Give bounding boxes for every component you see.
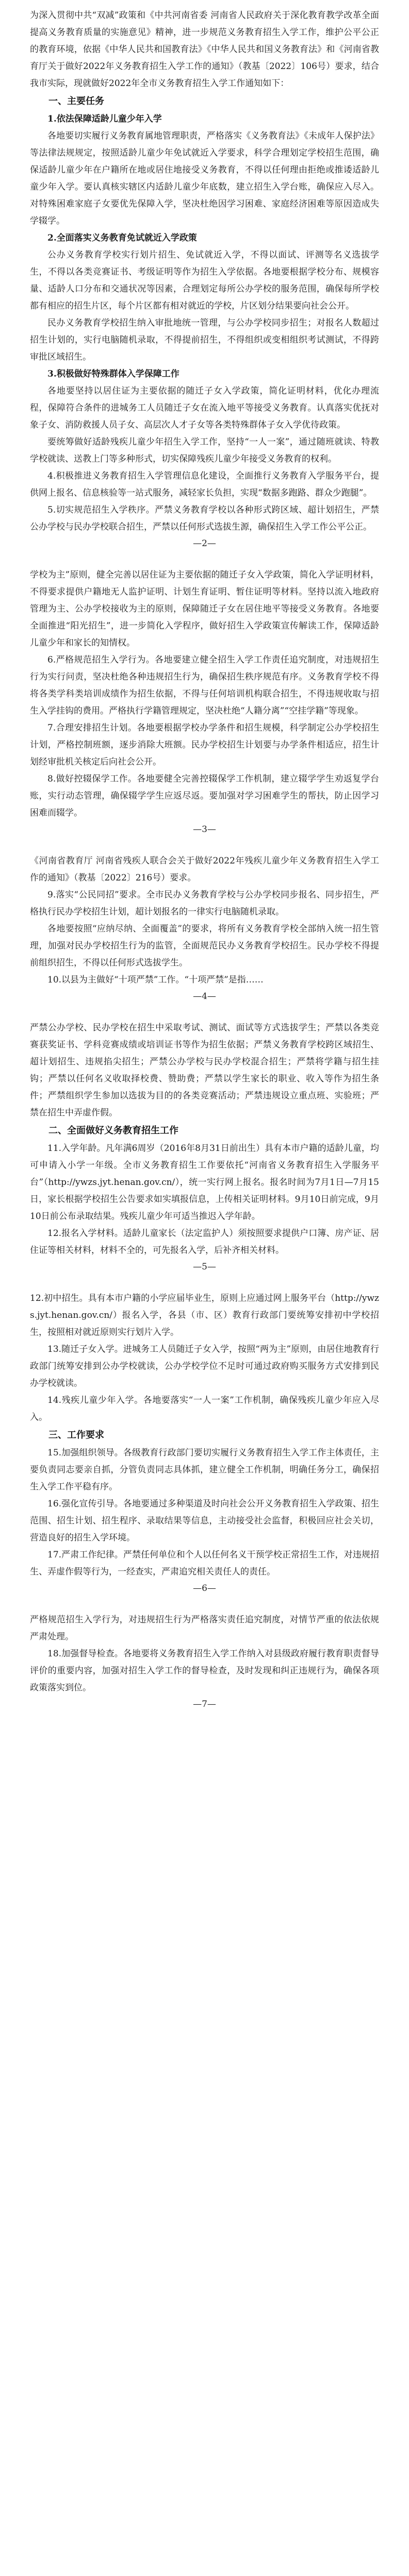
body-paragraph: 公办义务教育学校实行划片招生、免试就近入学，不得以面试、评测等名义选拔学生，不得以各类竞赛证书、考级证明等作为招生入学依据。各地要根据学校分布、规模容量、适龄人口分布和交通状况等因素，合理划定每所公办学校的服务范围，确保每所学校都有相应的招生片区，每个片区都有相对就近的学校，片区划分结果要向社会公开。 (30, 250, 379, 311)
body-paragraph: 各地要按照“应纳尽纳、全面覆盖”的要求，将所有义务教育学校全部纳入统一招生管理，加强对民办学校招生行为的监管，全面规范民办义务教育学校招生。民办学校不得提前组织招生，不得以任何形式选拔学生。 (30, 924, 379, 968)
body-paragraph: 15.加强组织领导。各级教育行政部门要切实履行义务教育招生入学工作主体责任，主要负责同志要亲自抓，分管负责同志具体抓，建立健全工作机制，明确任务分工，确保招生入学工作平稳有序。 (30, 1448, 379, 1492)
body-paragraph: 10.以县为主做好“十项严禁”工作。“十项严禁”是指…… (47, 975, 264, 985)
document-section-5 (0, 1290, 409, 1596)
document-section-2 (0, 567, 409, 837)
page-number: —5— (193, 1262, 216, 1272)
body-paragraph: 16.强化宣传引导。各地要通过多种渠道及时向社会公开义务教育招生入学政策、招生范围、招生计划、招生程序、录取结果等信息，主动接受社会监督，积极回应社会关切，营造良好的招生入学环境。 (30, 1499, 379, 1543)
body-paragraph: 民办义务教育学校招生纳入审批地统一管理，与公办学校同步招生；对报名人数超过招生计划的，实行电脑随机录取，不得提前招生，不得组织或变相组织考试测试，不得跨审批区域招生。 (30, 318, 379, 362)
body-paragraph: 12.报名入学材料。适龄儿童家长（法定监护人）须按照要求提供户口簿、房产证、居住证等相关材料，材料不全的，可先报名入学，后补齐相关材料。 (30, 1228, 379, 1256)
body-paragraph: 《河南省教育厅 河南省残疾人联合会关于做好2022年残疾儿童少年义务教育招生入学工作的通知》（教基〔2022〕216号）要求。 (30, 856, 379, 883)
body-paragraph: 12.初中招生。具有本市户籍的小学应届毕业生，原则上应通过网上服务平台（http://ywzs.jyt.henan.gov.cn/）报名入学，各县（市、区）教育行政部门要统筹安排初中学校招生，按照相对就近原则实行划片入学。 (30, 1293, 379, 1337)
body-paragraph: 11.入学年龄。凡年满6周岁（2016年8月31日前出生）具有本市户籍的适龄儿童，均可申请入小学一年级。全市义务教育招生工作要依托“河南省义务教育招生入学服务平台”（http://ywzs.jyt.henan.gov.cn/），统一实行网上报名。报名时间为7月1日—7月15日，家长根据学校招生公告要求如实填报信息，上传相关证明材料。9月10日前完成，9月10日前公布录取结果。残疾儿童少年可适当推迟入学年龄。 (30, 1143, 379, 1222)
document-section-3 (0, 853, 409, 1004)
body-paragraph: 13.随迁子女入学。进城务工人员随迁子女入学，按照“两为主”原则，由居住地教育行政部门统筹安排到公办学校就读，公办学校学位不足时可通过政府购买服务方式安排到民办学校就读。 (30, 1344, 379, 1388)
section-heading: 一、主要任务 (48, 96, 104, 107)
document-section-4 (0, 1020, 409, 1275)
subsection-heading: 2.全面落实义务教育免试就近入学政策 (47, 233, 197, 243)
section-heading: 二、全面做好义务教育招生工作 (48, 1125, 178, 1136)
page-gap (0, 551, 409, 567)
body-paragraph: 学校为主”原则，健全完善以居住证为主要依据的随迁子女入学政策，简化入学证明材料，不得要求提供户籍地无人监护证明、计划生育证明、暂住证明等材料。坚持以流入地政府管理为主、公办学校接收为主的原则，保障随迁子女在居住地平等接受义务教育。各地要全面推进“阳光招生”，进一步简化入学程序，做好招生入学政策宣传解读工作，保障适龄儿童少年和家长的知情权。 (30, 570, 379, 648)
page-number: —7— (193, 1699, 216, 1709)
page-gap (0, 1596, 409, 1612)
document-section-6 (0, 1612, 409, 1712)
subsection-heading: 3.积极做好特殊群体入学保障工作 (47, 369, 179, 379)
body-paragraph: 8.做好控辍保学工作。各地要健全完善控辍保学工作机制，建立辍学学生劝返复学台账，实行动态管理，确保辍学学生应返尽返。要加强对学习困难学生的帮扶，防止因学习困难而辍学。 (30, 774, 379, 818)
body-paragraph: 14.残疾儿童少年入学。各地要落实“一人一案”工作机制，确保残疾儿童少年应入尽入。 (30, 1395, 379, 1422)
body-paragraph: 严格规范招生入学行为，对违规招生行为严格落实责任追究制度，对情节严重的依法依规严肃处理。 (30, 1615, 379, 1642)
page-number: —3— (193, 824, 216, 835)
page-gap (0, 1275, 409, 1290)
page-number: —4— (193, 991, 216, 1002)
body-paragraph: 17.严肃工作纪律。严禁任何单位和个人以任何名义干预学校正常招生工作，对违规招生、弄虚作假等行为，一经查实，严肃追究相关责任人的责任。 (30, 1550, 379, 1577)
document-section-1 (0, 0, 409, 551)
page-gap (0, 1004, 409, 1020)
page-number: —2— (193, 538, 216, 549)
body-paragraph: 各地要坚持以居住证为主要依据的随迁子女入学政策，简化证明材料，优化办理流程，保障符合条件的进城务工人员随迁子女在流入地平等接受义务教育。认真落实优抚对象子女、消防救援人员子女、高层次人才子女等各类特殊群体子女入学优待政策。 (30, 386, 379, 430)
body-paragraph: 9.落实“公民同招”要求。全市民办义务教育学校与公办学校同步报名、同步招生，严格执行民办学校招生计划，超计划报名的一律实行电脑随机录取。 (30, 890, 379, 917)
page-number: —6— (193, 1583, 216, 1594)
section-heading: 三、工作要求 (48, 1430, 104, 1440)
intro-paragraph: 为深入贯彻中共“双减”政策和《中共河南省委 河南省人民政府关于深化教育教学改革全面提高义务教育质量的实施意见》精神，进一步规范义务教育招生入学工作，维护公平公正的教育环境，依据《中华人民共和国教育法》《中华人民共和国义务教育法》和《河南省教育厅关于做好2022年义务教育招生入学工作的通知》（教基〔2022〕106号）要求，结合我市实际，现就做好2022年全市义务教育招生入学工作通知如下： (30, 10, 379, 89)
body-paragraph: 要统筹做好适龄残疾儿童少年招生入学工作，坚持“一人一案”，通过随班就读、特教学校就读、送教上门等多种形式，切实保障残疾儿童少年接受义务教育的权利。 (30, 437, 379, 464)
body-paragraph: 5.切实规范招生入学秩序。严禁义务教育学校以各种形式跨区域、超计划招生，严禁公办学校与民办学校联合招生，严禁以任何形式选拔生源，确保招生入学工作公平公正。 (30, 505, 379, 532)
body-paragraph: 18.加强督导检查。各地要将义务教育招生入学工作纳入对县级政府履行教育职责督导评价的重要内容，加强对招生入学工作的督导检查，及时发现和纠正违规行为，确保各项政策落实到位。 (30, 1649, 379, 1693)
body-paragraph: 严禁公办学校、民办学校在招生中采取考试、测试、面试等方式选拔学生；严禁以各类竞赛获奖证书、学科竞赛成绩或培训证书等作为招生依据；严禁义务教育学校跨区域招生、超计划招生、违规掐尖招生；严禁公办学校与民办学校混合招生；严禁将学籍与招生挂钩；严禁以任何名义收取择校费、赞助费；严禁以学生家长的职业、收入等作为招生条件；严禁组织学生参加以选拔为目的的各类竞赛活动；严禁违规设立重点班、实验班；严禁在招生中弄虚作假。 (30, 1023, 379, 1118)
body-paragraph: 4.积极推进义务教育招生入学管理信息化建设，全面推行义务教育入学服务平台，提供网上报名、信息核验等一站式服务，减轻家长负担，实现“数据多跑路、群众少跑腿”。 (30, 471, 379, 498)
subsection-heading: 1.依法保障适龄儿童少年入学 (47, 114, 162, 124)
body-paragraph: 7.合理安排招生计划。各地要根据学校办学条件和招生规模，科学制定公办学校招生计划，严格控制班额，逐步消除大班额。民办学校招生计划要与办学条件相适应，招生计划经审批机关核定后向社会公开。 (30, 723, 379, 767)
body-paragraph: 6.严格规范招生入学行为。各地要建立健全招生入学工作责任追究制度，对违规招生行为实行问责，坚决杜绝各种违规招生行为，确保招生秩序规范有序。义务教育学校不得将各类学科类培训成绩作为招生依据，不得与任何培训机构联合招生，不得违规收取与招生入学挂钩的费用。严格执行学籍管理规定，坚决杜绝“人籍分离”“空挂学籍”等现象。 (30, 655, 379, 716)
page-gap (0, 837, 409, 853)
body-paragraph: 各地要切实履行义务教育属地管理职责，严格落实《义务教育法》《未成年人保护法》等法律法规规定，按照适龄儿童少年免试就近入学要求，科学合理划定学校招生范围，确保适龄儿童少年在户籍所在地或居住地接受义务教育，不得以任何理由拒绝或推诿适龄儿童少年入学。要认真核实辖区内适龄儿童少年底数，建立招生入学台账，确保应入尽入。对特殊困难家庭子女要优先保障入学，坚决杜绝因学习困难、家庭经济困难等原因造成失学辍学。 (30, 131, 379, 226)
